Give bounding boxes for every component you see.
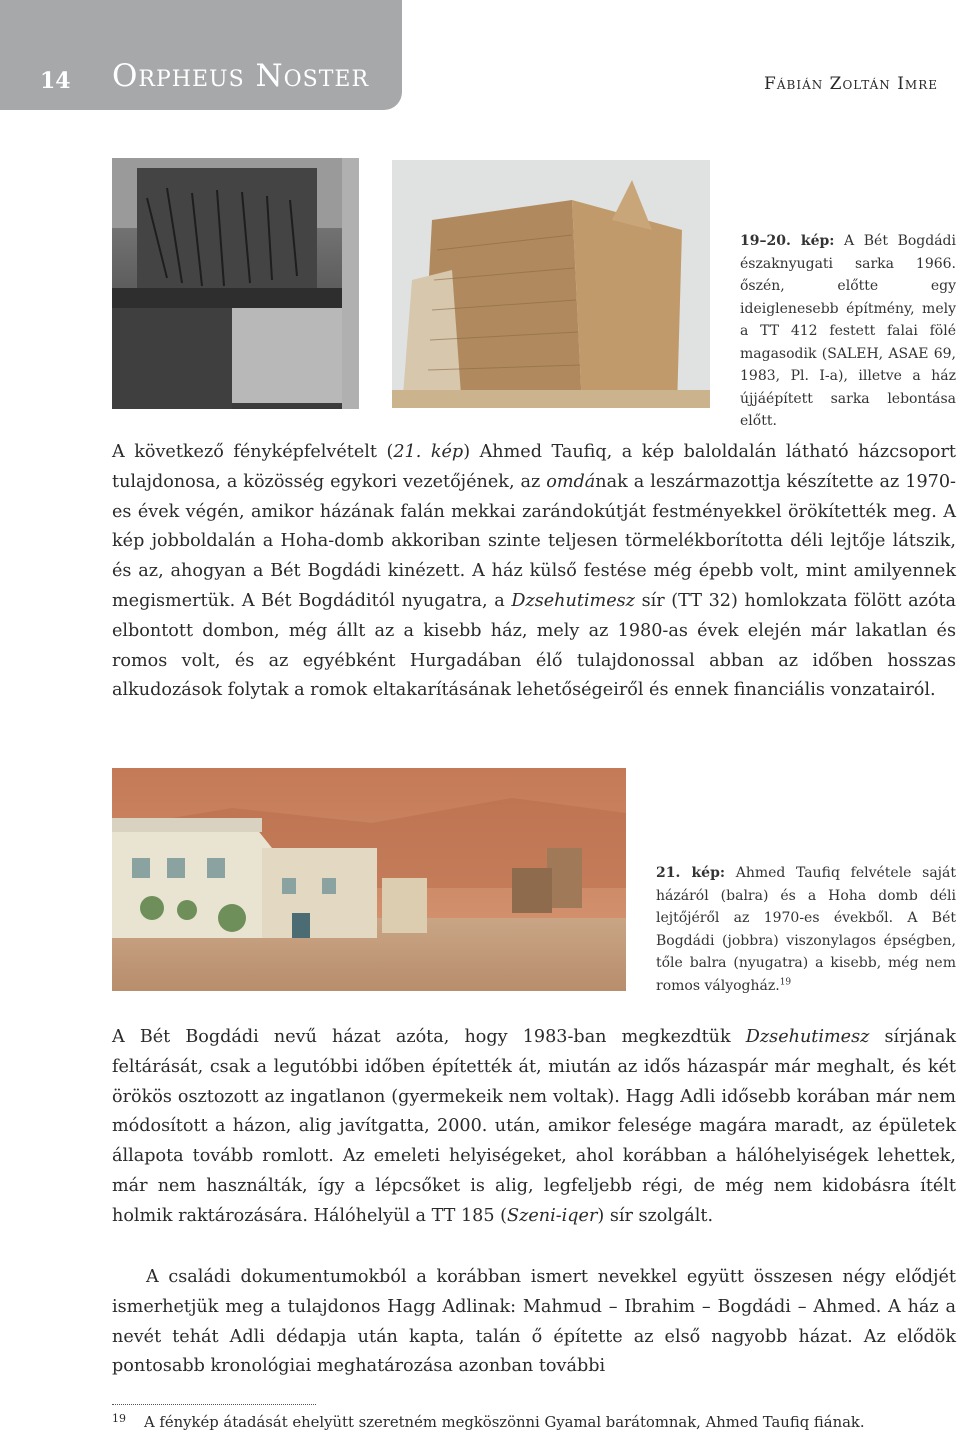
- text-run: sír (TT 32) homlokzata fölött azóta elbontott dombon, még állt az a kisebb ház, mely az 1980-as évek elején már lakatlan és romos volt, és az egyébként Hurgadában élő tulajdonossal abban az időben hosszas alkudozások folytak a romok eltakarításának lehetőségeiről és ennek financiális vonzatairól.: [112, 590, 957, 701]
- text-run: ) Ahmed Taufiq, a kép baloldalán látható házcsoport tulajdonosa, a közösség egykori vezetőjének, az: [112, 442, 957, 492]
- paragraph-3-text: A családi dokumentumokból a korábban ismert nevekkel együtt összesen négy elődjét ismerhetjük meg a tulajdonos Hagg Adlinak: Mahmud – Ibrahim – Bogdádi – Ahmed. A ház a nevét tehát Adli dédapja után kapta, talán ő építette az első nagyobb házat. Az elődök pontosabb kronológiai meghatározása azonban további: [112, 1267, 956, 1377]
- italic-name: Dzsehutimesz: [511, 590, 635, 611]
- journal-title: Orpheus Noster: [112, 58, 370, 94]
- italic-term: omdá: [546, 471, 596, 492]
- text-run: ) sír szolgált.: [597, 1205, 714, 1226]
- footnote-number: 19: [112, 1412, 126, 1425]
- page-number: 14: [40, 68, 71, 94]
- text-run: sírjának feltárását, csak a legutóbbi időben építették át, miután az idős házaspár már meghalt, és két örökös osztozott az ingatlanon (gyermekeik nem voltak). Hagg Adli idősebb korában már nem módosított a házon, alig javítgatta, 2000. után, amikor felesége magára maradt, az épületek állapota tovább romlott. Az emeleti helyiségeket, ahol korábban a hálóhelyiségek lehettek, már nem használták, így a lépcsőket is alig, legfeljebb régi, de még nem kidobásra ítélt holmik raktározására. Hálóhelyül a TT 185 (: [112, 1027, 956, 1226]
- caption-text: Ahmed Taufiq felvétele saját házáról (balra) és a Hoha domb déli lejtőjéről az 1970-es évekből. A Bét Bogdádi (jobbra) viszonylagos épségben, tőle balra (nyugatra) a kisebb, még nem romos vályogház.: [656, 865, 956, 994]
- photo-21-taufiq-house-1970s: [112, 768, 626, 991]
- italic-name: Szeni-iqer: [507, 1205, 598, 1226]
- photo-20-house-corner-before-demolition: [392, 160, 710, 408]
- photo-19-house-corner-1966: [112, 158, 359, 409]
- caption-text: A Bét Bogdádi északnyugati sarka 1966. őszén, előtte egy ideiglenesebb építmény, mely a TT 412 festett falai fölé magasodik (SALEH, ASAE 69, 1983, Pl. I-a), illetve a ház újjáépített sarka lebontása előtt.: [740, 233, 956, 429]
- footnote-text: A fénykép átadását ehelyütt szeretném megköszönni Gyamal barátomnak, Ahmed Taufiq fiának.: [144, 1414, 865, 1431]
- italic-name: Dzsehutimesz: [745, 1027, 870, 1047]
- figure-reference: 21. kép: [393, 442, 464, 462]
- body-paragraph-1: [112, 438, 956, 706]
- body-paragraph-3: [112, 1263, 956, 1382]
- running-header-band: [0, 0, 402, 110]
- figure-21-caption: [656, 862, 956, 997]
- figure-19-20-caption: [740, 230, 956, 433]
- caption-label: 19–20. kép:: [740, 233, 835, 249]
- text-run: A Bét Bogdádi nevű házat azóta, hogy 1983-ban megkezdtük: [112, 1027, 746, 1047]
- text-run: nak a leszármazottja készítette az 1970-es évek végén, amikor házának falán mekkai zarándokútját festményekkel örökítették meg. A kép jobboldalán a Hoha-domb akkoriban szinte teljesen törmelékborította déli lejtője látszik, és az, ahogyan a Bét Bogdádi kinézett. A ház külső festése még épebb volt, mint amilyennek megismertük. A Bét Bogdáditól nyugatra, a: [112, 471, 956, 611]
- caption-label: 21. kép:: [656, 865, 726, 881]
- body-paragraph-2: [112, 1023, 956, 1232]
- text-run: A következő fényképfelvételt (: [112, 442, 394, 462]
- footnote-marker: 19: [779, 976, 792, 987]
- running-header-author: Fábián Zoltán Imre: [764, 74, 938, 94]
- footnote-separator: [112, 1404, 316, 1405]
